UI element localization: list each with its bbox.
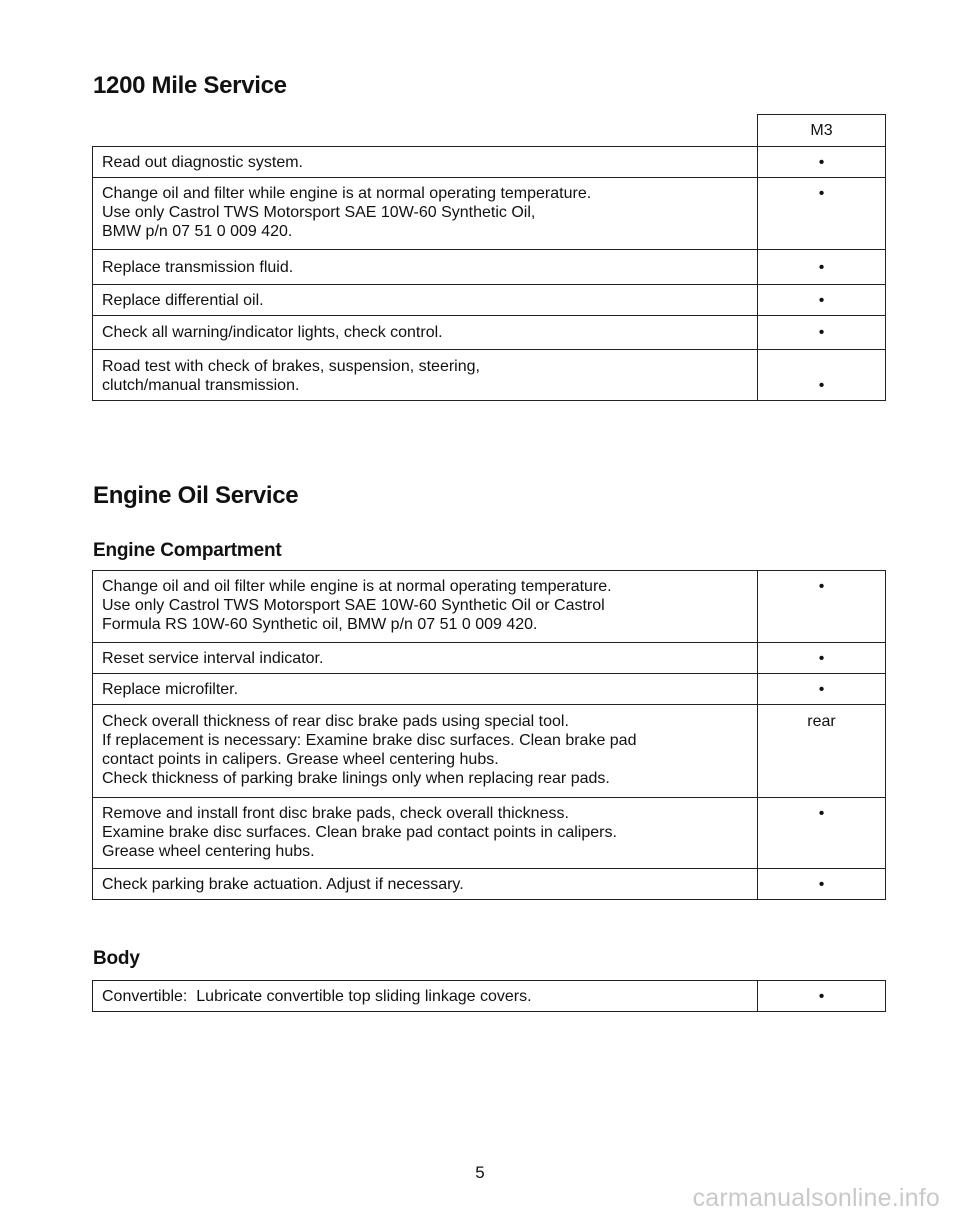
task-mark: • [758,643,886,674]
task-text [93,798,758,869]
task-mark: • [758,285,886,316]
header-spacer [93,115,758,147]
page-number: 5 [475,1163,485,1182]
task-text: Replace microfilter. [93,674,758,705]
task-text-content: Road test with check of brakes, suspension, steering, clutch/manual transmission. [102,358,480,394]
task-mark: • [758,869,886,900]
task-text: Check parking brake actuation. Adjust if necessary. [93,869,758,900]
task-text: Convertible: Lubricate convertible top sliding linkage covers. [93,981,758,1012]
task-text [93,705,758,798]
table-row [93,147,886,178]
section-title-1200-mile-service: 1200 Mile Service [93,72,287,99]
task-mark: rear [758,705,886,798]
task-mark: • [758,147,886,178]
table-engine-compartment [92,570,886,900]
task-text [93,178,758,250]
task-text-content: Check overall thickness of rear disc brake pads using special tool. If replacement is necessary: Examine brake disc surfaces. Clean brake pad contact points in calipers. Grease wheel centering hubs. Check thickness of parking brake linings only when replacing rear pads. [102,713,637,787]
task-mark: • [758,571,886,643]
table-row [93,705,886,798]
table-row [93,350,886,401]
table-row [93,571,886,643]
subsection-title-body: Body [93,948,140,969]
column-header-m3: M3 [758,115,886,147]
table-row [93,674,886,705]
table-row [93,285,886,316]
task-text-content: Change oil and oil filter while engine is at normal operating temperature. Use only Castrol TWS Motorsport SAE 10W-60 Synthetic Oil or Castrol Formula RS 10W-60 Synthetic oil, BMW p/n 07 51 0 009 420. [102,578,612,633]
task-text [93,350,758,401]
table-row [93,316,886,350]
task-mark: • [758,674,886,705]
table-row [93,643,886,674]
task-text-content: Change oil and filter while engine is at normal operating temperature. Use only Castrol TWS Motorsport SAE 10W-60 Synthetic Oil, BMW p/n 07 51 0 009 420. [102,185,592,240]
table-row [93,981,886,1012]
section-title-engine-oil-service: Engine Oil Service [93,482,299,509]
watermark: carmanualsonline.info [692,1184,940,1212]
table-row [93,250,886,285]
task-mark: • [758,981,886,1012]
table-row [93,178,886,250]
task-mark: • [758,798,886,869]
task-text: Reset service interval indicator. [93,643,758,674]
task-mark: • [758,350,886,401]
task-text [93,571,758,643]
task-text: Read out diagnostic system. [93,147,758,178]
table-row [93,869,886,900]
task-text-content: Remove and install front disc brake pads, check overall thickness. Examine brake disc surfaces. Clean brake pad contact points in calipers. Grease wheel centering hubs. [102,805,617,860]
task-text: Check all warning/indicator lights, check control. [93,316,758,350]
table-row [93,798,886,869]
task-mark: • [758,316,886,350]
table-body [92,980,886,1012]
table-1200-mile-service [92,114,886,401]
task-mark: • [758,178,886,250]
subsection-title-engine-compartment: Engine Compartment [93,540,282,561]
task-text: Replace transmission fluid. [93,250,758,285]
task-text: Replace differential oil. [93,285,758,316]
task-mark: • [758,250,886,285]
